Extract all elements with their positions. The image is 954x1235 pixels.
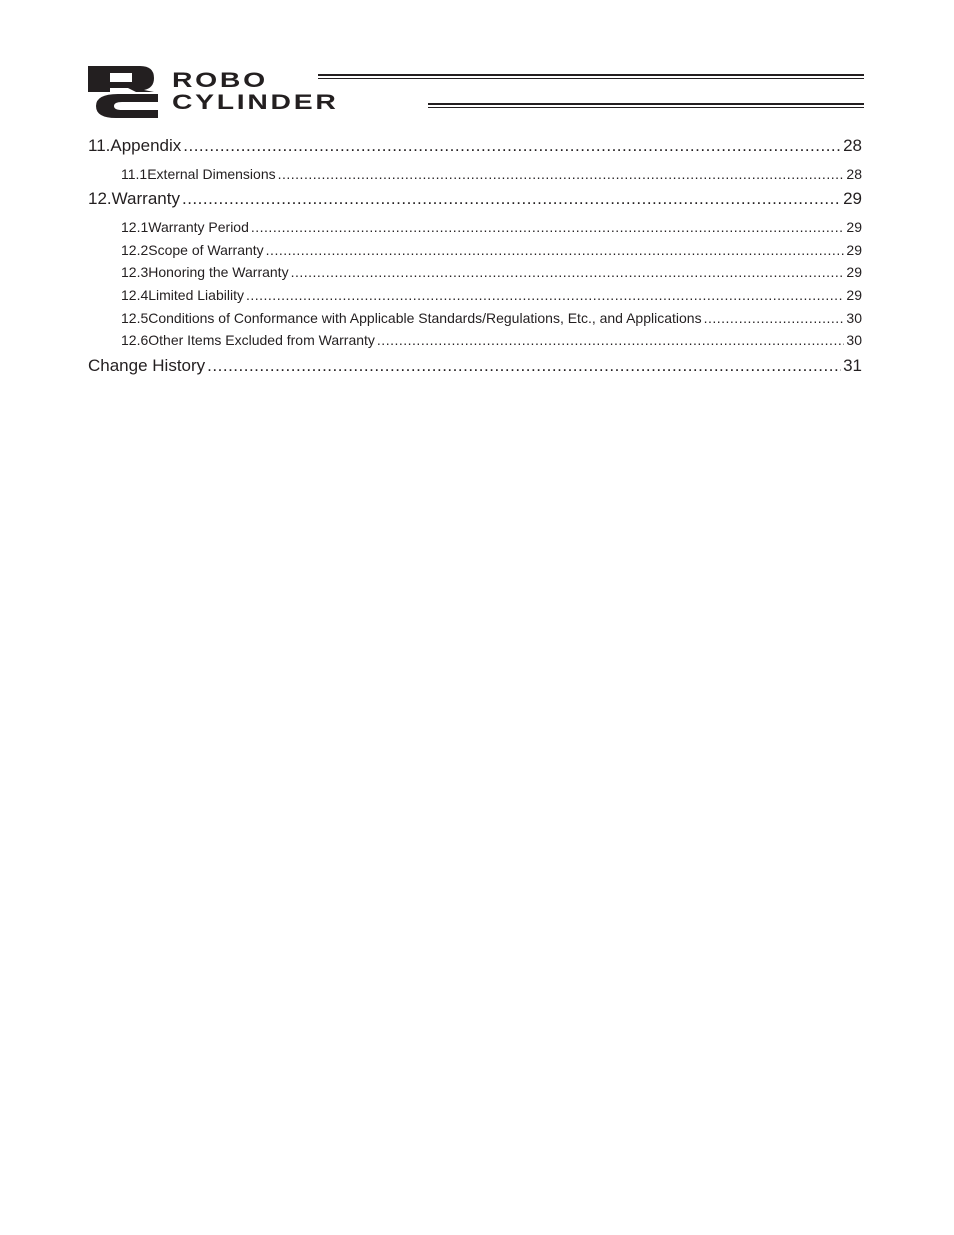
header-rule-bottom-1 bbox=[428, 103, 864, 105]
dot-leader bbox=[266, 242, 845, 258]
toc-page: 29 bbox=[843, 189, 862, 208]
toc-page: 30 bbox=[846, 332, 862, 348]
toc-number: 12.5 bbox=[121, 310, 149, 326]
toc-title: Honoring the Warranty bbox=[148, 264, 289, 280]
dot-leader bbox=[704, 310, 845, 326]
toc-page: 28 bbox=[843, 136, 862, 155]
toc-entry-other-items-excluded[interactable] bbox=[88, 332, 862, 348]
toc-page: 29 bbox=[846, 242, 862, 258]
toc-page: 29 bbox=[846, 287, 862, 303]
header-rule-top-2 bbox=[318, 78, 864, 79]
toc-title: Warranty Period bbox=[148, 219, 249, 235]
toc-number: 11.1 bbox=[121, 166, 148, 182]
toc-page: 29 bbox=[846, 219, 862, 235]
toc-title: Scope of Warranty bbox=[148, 242, 264, 258]
toc-title: Other Items Excluded from Warranty bbox=[148, 332, 375, 348]
toc-entry-warranty-period[interactable] bbox=[88, 219, 862, 235]
toc-title: Limited Liability bbox=[148, 287, 244, 303]
toc-title: External Dimensions bbox=[147, 166, 276, 182]
toc-title: Appendix bbox=[110, 136, 182, 155]
toc-number: 12. bbox=[88, 189, 112, 208]
toc-number: 12.1 bbox=[121, 219, 149, 235]
toc-number: 12.2 bbox=[121, 242, 149, 258]
dot-leader bbox=[291, 264, 845, 280]
toc-entry-warranty[interactable] bbox=[88, 189, 862, 209]
toc-title: Change History bbox=[88, 356, 206, 375]
toc-page: 31 bbox=[843, 356, 862, 375]
dot-leader bbox=[377, 332, 845, 348]
toc-title: Conditions of Conformance with Applicable Standards/Regulations, Etc., and Applications bbox=[148, 310, 702, 326]
toc-entry-conditions-of-conformance[interactable] bbox=[88, 310, 862, 326]
toc-page: 30 bbox=[846, 310, 862, 326]
header-rule-bottom-2 bbox=[428, 107, 864, 108]
toc-entry-scope-of-warranty[interactable] bbox=[88, 242, 862, 258]
toc-page: 29 bbox=[846, 264, 862, 280]
toc-entry-appendix[interactable] bbox=[88, 136, 862, 156]
logo-word-robo: ROBO bbox=[172, 69, 268, 92]
toc-number: 11. bbox=[88, 136, 111, 155]
toc-entry-external-dimensions[interactable] bbox=[88, 166, 862, 182]
toc-entry-change-history[interactable] bbox=[88, 356, 862, 376]
header-rule-top-1 bbox=[318, 74, 864, 76]
dot-leader bbox=[251, 219, 845, 235]
toc-number: 12.6 bbox=[121, 332, 149, 348]
dot-leader bbox=[246, 287, 844, 303]
toc-page: 28 bbox=[846, 166, 862, 182]
logo-word-cylinder: CYLINDER bbox=[172, 91, 339, 114]
toc-number: 12.4 bbox=[121, 287, 149, 303]
dot-leader bbox=[207, 356, 841, 376]
dot-leader bbox=[183, 136, 841, 156]
dot-leader bbox=[278, 166, 845, 182]
rc-logo-mark bbox=[88, 66, 168, 118]
dot-leader bbox=[182, 189, 841, 209]
toc-title: Warranty bbox=[111, 189, 180, 208]
toc-entry-limited-liability[interactable] bbox=[88, 287, 862, 303]
toc-entry-honoring-the-warranty[interactable] bbox=[88, 264, 862, 280]
toc-number: 12.3 bbox=[121, 264, 149, 280]
